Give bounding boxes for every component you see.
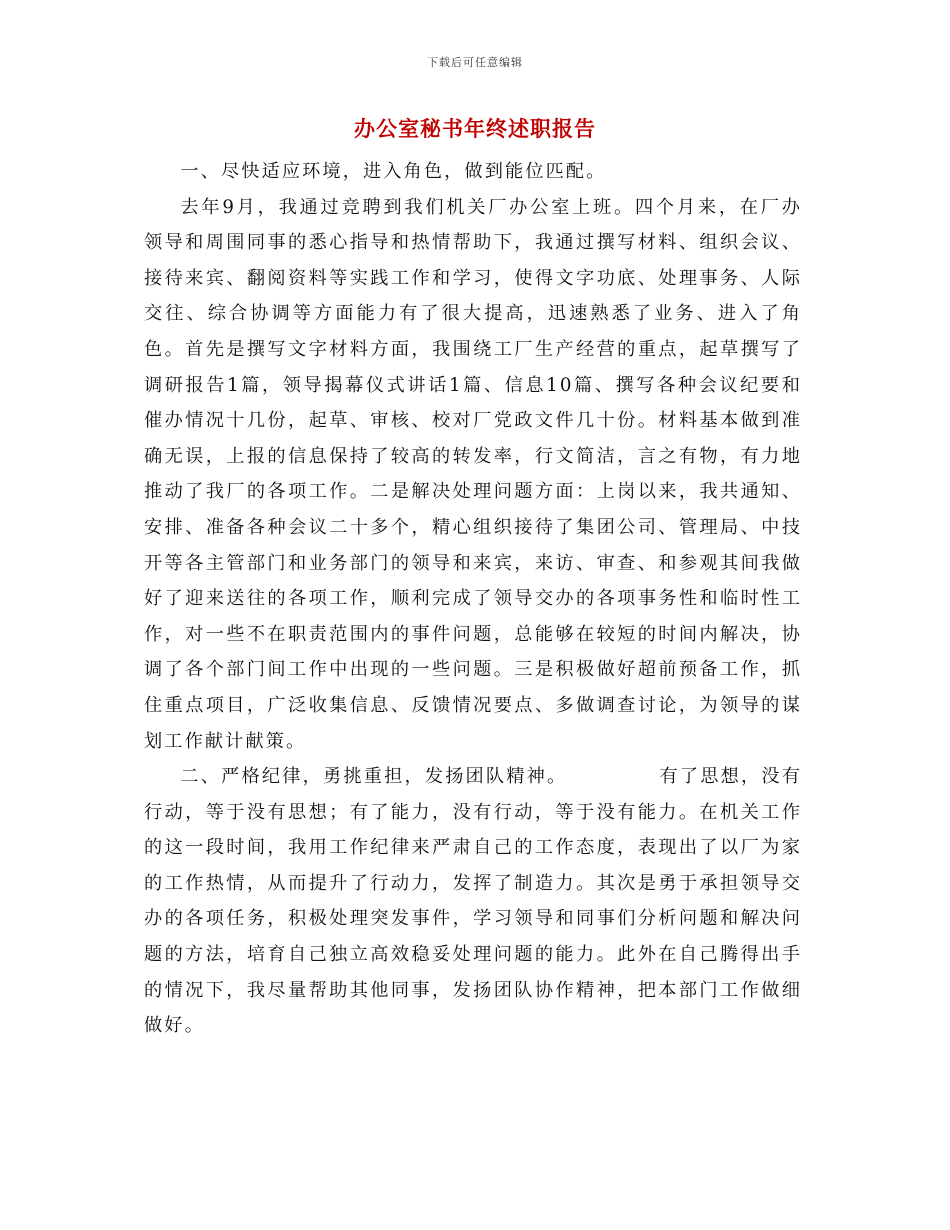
section1-heading: 一、尽快适应环境，进入角色，做到能位匹配。 [180,161,607,182]
section1-paragraph: 去年9月，我通过竞聘到我们机关厂办公室上班。四个月来，在厂办领导和周围同事的悉心指导和热情帮助下，我通过撰写材料、组织会议、接待来宾、翻阅资料等实践工作和学习，使得文字功底、处理事务、人际交往、综合协调等方面能力有了很大提高，迅速熟悉了业务、进入了角色。首先是撰写文字材料方面，我围绕工厂生产经营的重点，起草撰写了调研报告1篇，领导揭幕仪式讲话1篇、信息10篇、撰写各种会议纪要和催办情况十几份，起草、审核、校对厂党政文件几十份。材料基本做到准确无误，上报的信息保持了较高的转发率，行文简洁，言之有物，有力地推动了我厂的各项工作。二是解决处理问题方面：上岗以来，我共通知、安排、准备各种会议二十多个，精心组织接待了集团公司、管理局、中技开等各主管部门和业务部门的领导和来宾，来访、审查、和参观其间我做好了迎来送往的各项工作，顺利完成了领导交办的各项事务性和临时性工作，对一些不在职责范围内的事件问题，总能够在较短的时间内解决，协调了各个部门间工作中出现的一些问题。三是积极做好超前预备工作，抓住重点项目，广泛收集信息、反馈情况要点、多做调查讨论，为领导的谋划工作献计献策。 [144,196,802,752]
section2-heading: 二、严格纪律，勇挑重担，发扬团队精神。 [180,766,568,788]
document-title: 办公室秘书年终述职报告 [354,116,596,141]
section2-paragraph [144,759,802,1044]
document-body [144,154,802,1044]
header-note: 下载后可任意编辑 [427,56,523,69]
section2-body: 有了思想，没有行动，等于没有思想；有了能力，没有行动，等于没有能力。在机关工作的这一段时间，我用工作纪律来严肃自己的工作态度，表现出了以厂为家的工作热情，从而提升了行动力，发挥了制造力。其次是勇于承担领导交办的各项任务，积极处理突发事件，学习领导和同事们分析问题和解决问题的方法，培育自己独立高效稳妥处理问题的能力。此外在自己腾得出手的情况下，我尽量帮助其他同事，发扬团队协作精神，把本部门工作做细做好。 [144,766,803,1037]
